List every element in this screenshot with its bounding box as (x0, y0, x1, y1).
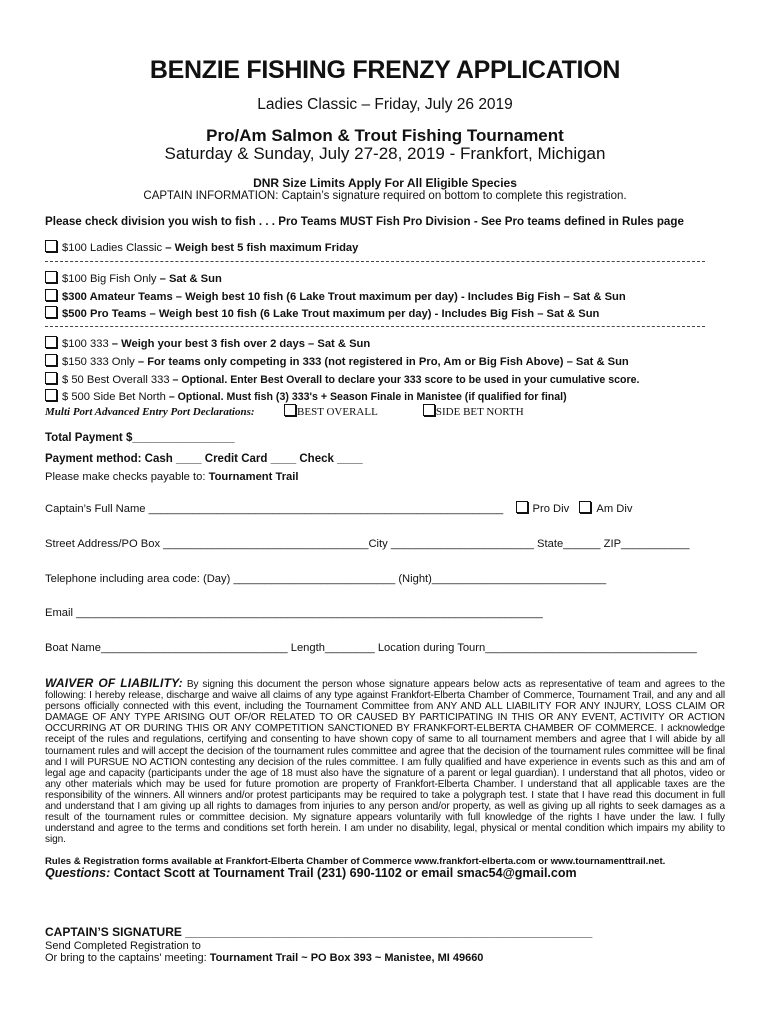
option-333[interactable] (45, 336, 370, 350)
option-amateur-teams[interactable] (45, 289, 626, 303)
tournament-dates: Saturday & Sunday, July 27-28, 2019 - Frankfort, Michigan (164, 144, 606, 163)
divider (45, 261, 705, 262)
option-price: $300 Amateur Teams (62, 291, 173, 303)
checkbox-icon[interactable] (45, 306, 57, 318)
option-price: $ 50 Best Overall 333 (62, 374, 170, 386)
captain-signature-field[interactable]: CAPTAIN’S SIGNATURE _____________________________________________________________ (45, 925, 593, 939)
option-desc: – Weigh best 10 fish (6 Lake Trout maximum per day) - Includes Big Fish – Sat & Sun (146, 308, 600, 320)
captain-info: CAPTAIN INFORMATION: Captain’s signature required on bottom to complete this registration. (143, 190, 627, 202)
email-field[interactable]: Email ___________________________________________________________________________ (45, 607, 543, 619)
street-address-field[interactable]: Street Address/PO Box _________________________________City _______________________ State______ ZIP___________ (45, 538, 690, 550)
option-price: $150 333 Only (62, 356, 135, 368)
checkbox-icon[interactable] (45, 354, 57, 366)
checks-payable-prefix: Please make checks payable to: (45, 471, 209, 483)
division-prompt: Please check division you wish to fish . . . Pro Teams MUST Fish Pro Division - See Pro teams defined in Rules page (45, 215, 684, 228)
questions-text: Contact Scott at Tournament Trail (231) 690-1102 or email smac54@gmail.com (110, 866, 577, 880)
divider (45, 326, 705, 327)
checkbox-icon[interactable] (45, 271, 57, 283)
option-best-overall[interactable] (45, 372, 639, 386)
captain-name-field[interactable] (45, 501, 632, 515)
boat-field[interactable]: Boat Name______________________________ Length________ Location during Tourn__________________________________ (45, 642, 697, 654)
checkbox-icon[interactable] (423, 404, 435, 416)
checkbox-icon[interactable] (516, 501, 528, 513)
option-price: $ 500 Side Bet North (62, 391, 166, 403)
option-price: $500 Pro Teams (62, 308, 147, 320)
option-desc: – For teams only competing in 333 (not registered in Pro, Am or Big Fish Above) – Sat & Sun (134, 356, 629, 368)
questions-label: Questions: (45, 866, 111, 880)
checkbox-icon[interactable] (45, 289, 57, 301)
form-title: BENZIE FISHING FRENZY APPLICATION (149, 56, 621, 84)
best-overall-label: BEST OVERALL (297, 406, 378, 418)
total-payment-field[interactable]: Total Payment $________________ (45, 432, 235, 444)
checkbox-icon[interactable] (45, 240, 57, 252)
checks-payable-payee: Tournament Trail (208, 471, 299, 483)
bring-to-address: Tournament Trail ~ PO Box 393 ~ Manistee, MI 49660 (209, 952, 484, 964)
ladies-classic-line: Ladies Classic – Friday, July 26 2019 (257, 96, 513, 113)
checkbox-icon[interactable] (45, 336, 57, 348)
checks-payable-line (45, 471, 299, 483)
am-div-label: Am Div (596, 503, 633, 515)
option-price: $100 333 (62, 338, 109, 350)
payment-method-field[interactable]: Payment method: Cash ____ Credit Card ____ Check ____ (45, 453, 363, 465)
option-desc: – Weigh your best 3 fish over 2 days – Sat & Sun (108, 338, 371, 350)
option-side-bet-north[interactable] (45, 389, 567, 403)
pro-div-label: Pro Div (532, 503, 570, 515)
bring-to-prefix: Or bring to the captains' meeting: (45, 952, 210, 964)
waiver-paragraph (45, 678, 725, 845)
send-to-line: Send Completed Registration to (45, 940, 201, 952)
option-price: $100 Ladies Classic (62, 242, 163, 254)
option-desc: – Weigh best 10 fish (6 Lake Trout maximum per day) - Includes Big Fish – Sat & Sun (172, 291, 626, 303)
option-ladies-classic[interactable] (45, 240, 358, 254)
checkbox-icon[interactable] (45, 389, 57, 401)
option-desc: – Sat & Sun (156, 273, 222, 285)
option-desc: – Optional. Enter Best Overall to declare your 333 score to be used in your cumulative score. (169, 374, 640, 386)
option-desc: – Optional. Must fish (3) 333's + Season Finale in Manistee (if qualified for final) (165, 391, 567, 403)
tournament-name: Pro/Am Salmon & Trout Fishing Tournament (206, 126, 564, 145)
rules-line: Rules & Registration forms available at Frankfort-Elberta Chamber of Commerce www.frankfort-elberta.com or www.tournamenttrail.net. (45, 856, 666, 867)
multi-port-label: Multi Port Advanced Entry Port Declarations: (45, 406, 255, 418)
multi-port-declarations (45, 404, 524, 418)
option-big-fish[interactable] (45, 271, 222, 285)
captain-name-label: Captain’s Full Name _________________________________________________________ (45, 503, 504, 515)
checkbox-icon[interactable] (579, 501, 591, 513)
option-price: $100 Big Fish Only (62, 273, 157, 285)
option-desc: – Weigh best 5 fish maximum Friday (162, 242, 359, 254)
option-333-only[interactable] (45, 354, 629, 368)
side-bet-north-label: SIDE BET NORTH (435, 406, 524, 418)
telephone-field[interactable]: Telephone including area code: (Day) __________________________ (Night)____________________________ (45, 573, 607, 585)
checkbox-icon[interactable] (284, 404, 296, 416)
option-pro-teams[interactable] (45, 306, 599, 320)
dnr-line: DNR Size Limits Apply For All Eligible Species (253, 176, 517, 190)
questions-line (45, 866, 577, 880)
waiver-heading: WAIVER OF LIABILITY: (45, 676, 183, 690)
checkbox-icon[interactable] (45, 372, 57, 384)
bring-to-line (45, 952, 483, 964)
waiver-text: By signing this document the person whose signature appears below acts as representative of team and agrees to the following: I hereby release, discharge and waive all claims of any type against Frankfort-Elberta Chamber of Commerce, Tournament Trail, and any and all persons officially connected with this event, including the Tournament Committee from ANY AND ALL LIABILITY FOR ANY INJURY, LOSS CLAIM OR DAMAGE OF ANY TYPE ARISING OUT OF/OR RELATED TO OR CAUSED BY PARTICIPATING IN THIS OR ANY EVENT, ACTIVITY OR ACTION OCCURRING AT OR DURING THIS OR ANY COMPETITION SANCTIONED BY FRANKFORT-ELBERTA CHAMBER OF COMMERCE. I acknowledge receipt of the rules and regulations, certifying and consenting to have shown copy of same to all tournament members and agree that I will abide by all tournament rules and will accept the decision of the tournament rules committee and agree that the decision of the tournament rules committee will be final and I will PURSUE NO ACTION contesting any decision of the rules committee. I am fully qualified and have experience in events such as this and am of legal age and capacity (participants under the age of 18 must also have the signature of a parent or legal guardian). I understand that all photos, video or any other materials which may be used for future promotion are property of Frankfort-Elberta Chamber. I understand that all applicable taxes are the responsibility of the winners. All winners and/or protest participants may be required to take a polygraph test. I state that I have read this document in full and understand that I am giving up all rights to damages from injuries to any person and/or property, as well as giving up all rights to seek damages as a result of the tournament rules or committee decision. My signature appears voluntarily with full knowledge of the rights I have under the law. I fully understand and agree to the terms and conditions set forth herein. I am under no disability, legal, physical or mental condition which impairs my ability to sign. (45, 679, 725, 846)
